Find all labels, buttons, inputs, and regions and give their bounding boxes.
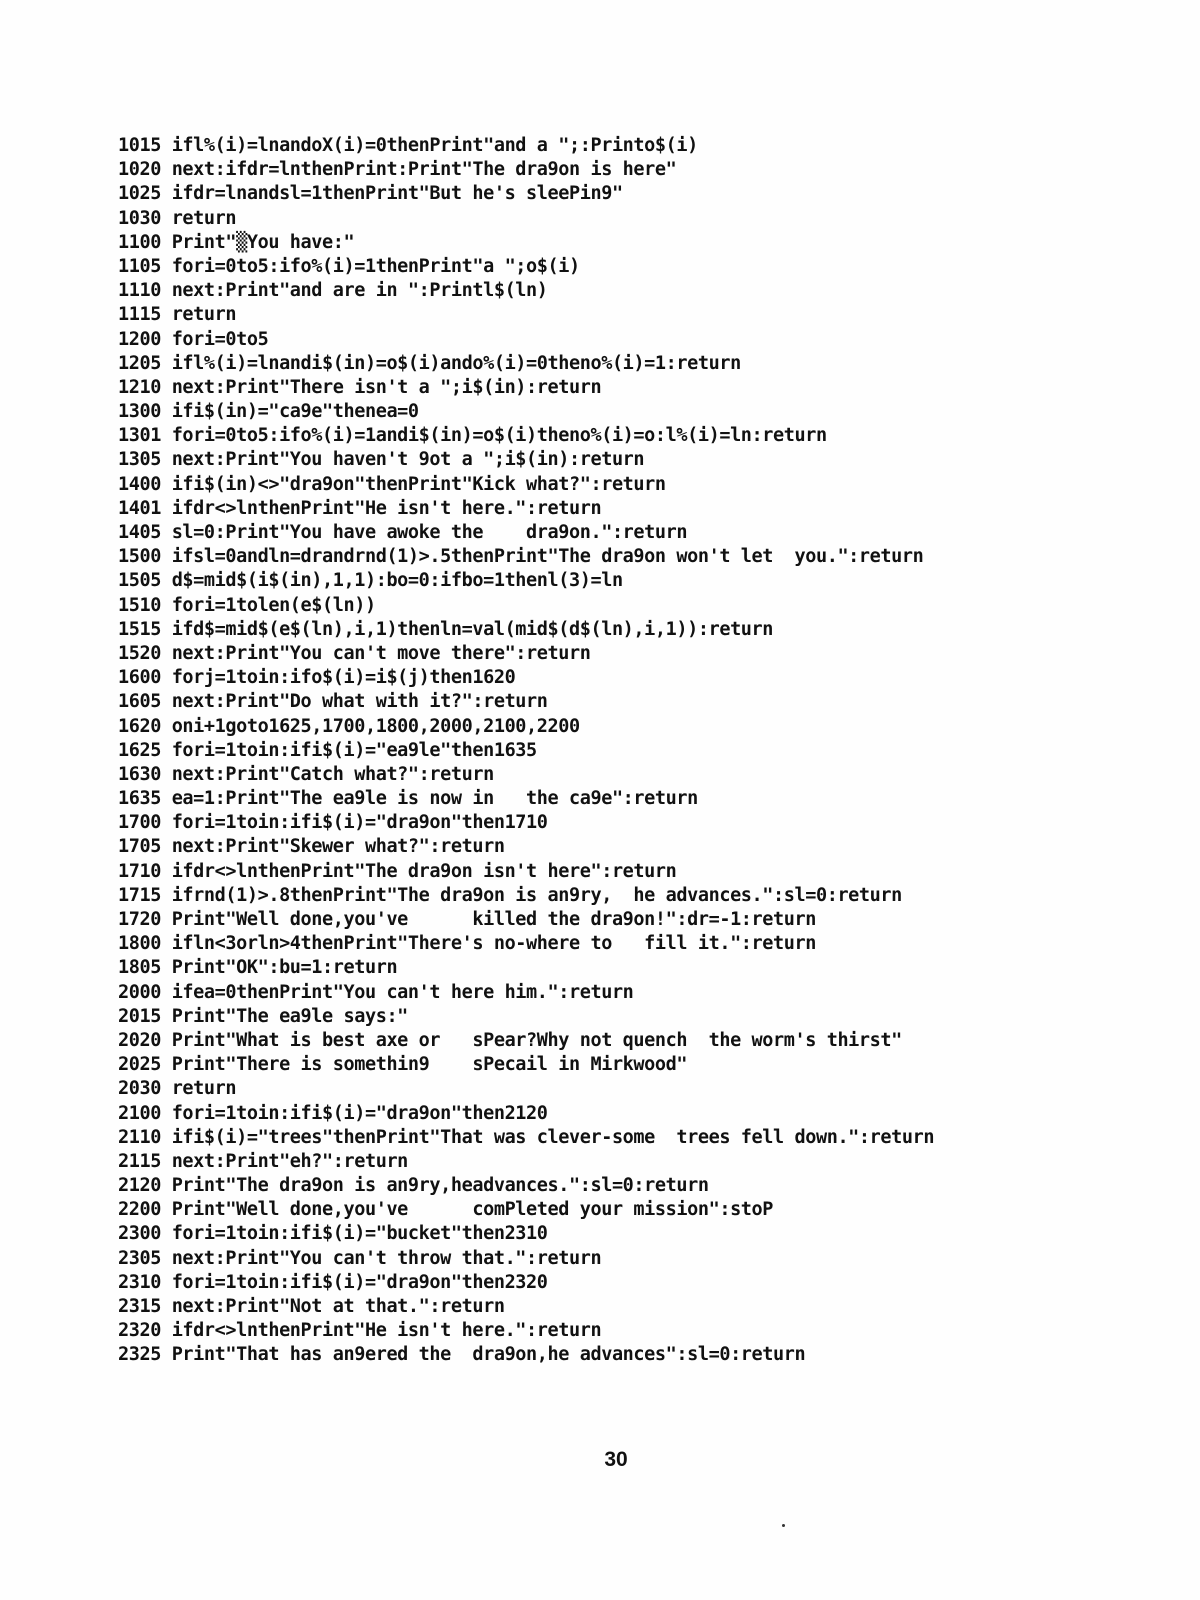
code-line: 1100 Print"▒You have:" [118, 231, 355, 253]
code-line: 1515 ifd$=mid$(e$(ln),i,1)thenln=val(mid$(d$(ln),i,1)):return [118, 618, 774, 640]
code-line: 1405 sl=0:Print"You have awoke the dra9on.":return [118, 522, 688, 543]
code-line: 1210 next:Print"There isn't a ";i$(in):return [118, 376, 602, 398]
code-line: 1715 ifrnd(1)>.8thenPrint"The dra9on is an9ry, he advances.":sl=0:return [118, 884, 902, 906]
code-line: 1205 ifl%(i)=lnandi$(in)=o$(i)ando%(i)=0theno%(i)=1:return [118, 352, 741, 374]
basic-code-listing [118, 134, 1178, 1368]
code-line: 1401 ifdr<>lnthenPrint"He isn't here.":return [118, 497, 602, 519]
code-line: 2320 ifdr<>lnthenPrint"He isn't here.":return [118, 1320, 602, 1342]
code-line: 2300 fori=1toin:ifi$(i)="bucket"then2310 [118, 1223, 548, 1245]
code-line: 1025 ifdr=lnandsl=1thenPrint"But he's sleePin9" [118, 183, 623, 205]
code-line: 2305 next:Print"You can't throw that.":return [118, 1247, 602, 1269]
code-line: 2000 ifea=0thenPrint"You can't here him.":return [118, 981, 634, 1003]
code-line: 1705 next:Print"Skewer what?":return [118, 836, 505, 858]
code-line: 1301 fori=0to5:ifo%(i)=1andi$(in)=o$(i)theno%(i)=o:l%(i)=ln:return [118, 425, 827, 447]
code-line: 1300 ifi$(in)="ca9e"thenea=0 [118, 401, 419, 423]
code-line: 1605 next:Print"Do what with it?":return [118, 691, 548, 713]
code-line: 1600 forj=1toin:ifo$(i)=i$(j)then1620 [118, 667, 516, 689]
code-line: 1500 ifsl=0andln=drandrnd(1)>.5thenPrint"The dra9on won't let you.":return [118, 546, 924, 568]
code-line: 2110 ifi$(i)="trees"thenPrint"That was clever-some trees fell down.":return [118, 1126, 935, 1148]
code-line: 2015 Print"The ea9le says:" [118, 1005, 408, 1027]
code-line: 2020 Print"What is best axe or sPear?Why not quench the worm's thirst" [118, 1029, 902, 1051]
code-line: 1510 fori=1tolen(e$(ln)) [118, 594, 376, 616]
code-line: 2310 fori=1toin:ifi$(i)="dra9on"then2320 [118, 1271, 548, 1293]
code-line: 1520 next:Print"You can't move there":return [118, 642, 591, 664]
code-line: 1020 next:ifdr=lnthenPrint:Print"The dra9on is here" [118, 159, 677, 181]
code-line: 1030 return [118, 207, 237, 229]
code-line: 1015 ifl%(i)=lnandoX(i)=0thenPrint"and a ";:Printo$(i) [118, 135, 698, 156]
code-line: 2115 next:Print"eh?":return [118, 1150, 408, 1172]
code-line: 2325 Print"That has an9ered the dra9on,he advances":sl=0:return [118, 1344, 806, 1366]
code-line: 1625 fori=1toin:ifi$(i)="ea9le"then1635 [118, 739, 537, 761]
code-line: 1720 Print"Well done,you've killed the dra9on!":dr=-1:return [118, 909, 816, 930]
code-line: 2025 Print"There is somethin9 sPecail in Mirkwood" [118, 1054, 688, 1076]
code-line: 1620 oni+1goto1625,1700,1800,2000,2100,2200 [118, 715, 580, 737]
code-line: 1800 ifln<3orln>4thenPrint"There's no-where to fill it.":return [118, 933, 816, 955]
code-line: 1305 next:Print"You haven't 9ot a ";i$(in):return [118, 449, 645, 471]
code-line: 1400 ifi$(in)<>"dra9on"thenPrint"Kick what?":return [118, 473, 666, 495]
code-line: 1505 d$=mid$(i$(in),1,1):bo=0:ifbo=1thenl(3)=ln [118, 570, 623, 592]
code-line: 2120 Print"The dra9on is an9ry,headvances.":sl=0:return [118, 1175, 709, 1197]
code-line: 2315 next:Print"Not at that.":return [118, 1296, 505, 1317]
code-line: 1710 ifdr<>lnthenPrint"The dra9on isn't here":return [118, 860, 677, 882]
code-line: 1105 fori=0to5:ifo%(i)=1thenPrint"a ";o$(i) [118, 255, 580, 277]
code-line: 1635 ea=1:Print"The ea9le is now in the ca9e":return [118, 788, 698, 810]
code-line: 2030 return [118, 1078, 237, 1100]
code-line: 1115 return [118, 304, 237, 326]
code-line: 1200 fori=0to5 [118, 328, 269, 350]
code-line: 1110 next:Print"and are in ":Printl$(ln) [118, 280, 548, 302]
code-line: 1700 fori=1toin:ifi$(i)="dra9on"then1710 [118, 812, 548, 834]
scan-speck [782, 1524, 785, 1527]
code-line: 1630 next:Print"Catch what?":return [118, 763, 494, 785]
page-number: 30 [604, 1448, 628, 1471]
code-line: 1805 Print"OK":bu=1:return [118, 957, 398, 979]
code-line: 2100 fori=1toin:ifi$(i)="dra9on"then2120 [118, 1102, 548, 1124]
code-line: 2200 Print"Well done,you've comPleted your mission":stoP [118, 1199, 774, 1221]
